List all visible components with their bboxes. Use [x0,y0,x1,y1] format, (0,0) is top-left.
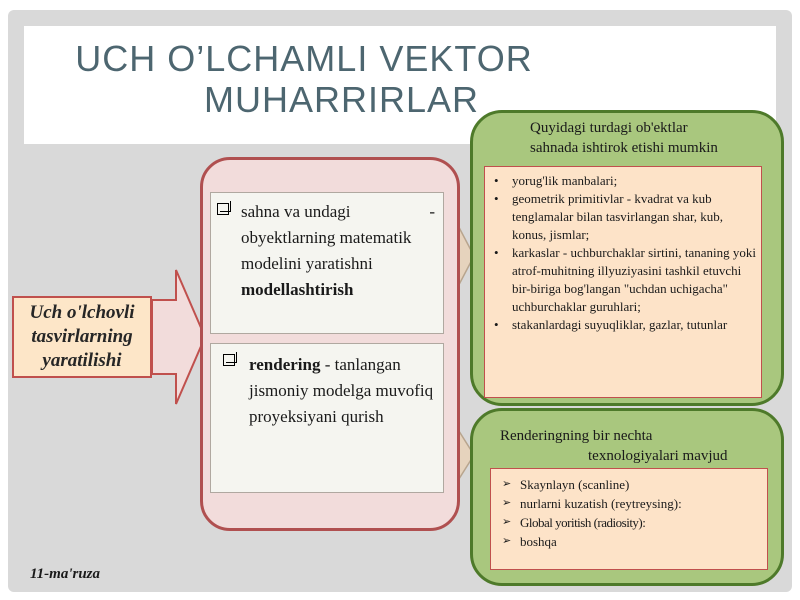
list-item [496,475,764,494]
list-item [490,172,760,190]
modelling-card [210,192,444,334]
list-item-text: Skaynlayn (scanline) [520,477,630,492]
modelling-text [241,199,421,303]
rendering-tech-title-line-1: Renderingning bir nechta [500,428,653,444]
arrow-bullet-icon: ➢ [502,478,512,490]
list-item [490,190,760,244]
objects-panel-title [530,118,718,158]
checkbox-bullet-icon [223,354,235,366]
rendering-card [210,343,444,493]
main-arrow [152,270,205,404]
list-item-text: karkaslar - uchburchaklar sirtini, tananing yoki atrof-muhitning illyuziyasini tashkil etuvchi bir-biriga bog'langan "uchdan uchigacha" uchburchaklar guruhlari; [512,245,757,314]
bullet-dot-icon: • [494,317,499,332]
bullet-dot-icon: • [494,173,499,188]
rendering-tech-title-line-2: texnologiyalari mavjud [588,448,728,464]
modelling-text-start: sahna va undagi obyektlarning matematik modelini yaratishni [241,202,412,273]
arrow-bullet-icon: ➢ [502,535,512,547]
list-item [496,532,764,551]
dash-mark: - [429,202,435,221]
list-item [496,494,764,513]
bullet-dot-icon: • [494,245,499,260]
arrow-bullet-icon: ➢ [502,497,512,509]
list-item [490,316,760,334]
rendering-text-rest: - tanlangan jismoniy modelga muvofiq proyeksiyani qurish [249,355,434,426]
list-item [496,513,764,532]
left-concept-text: Uch o'lchovli tasvirlarning yaratilishi [29,302,135,371]
list-item-text: stakanlardagi suyuqliklar, gazlar, tutunlar [512,317,728,332]
left-concept-box [12,296,152,378]
slide-title-line-2: MUHARRIRLAR [204,79,480,120]
rendering-text-bold: rendering [249,355,321,374]
list-item [490,244,760,316]
checkbox-bullet-icon [217,203,229,215]
list-item-text: Global yoritish (radiosity): [520,515,646,530]
slide-title-line-1: UCH O’LCHAMLI VEKTOR [75,38,533,79]
lecture-number: 11-ma'ruza [30,566,101,582]
arrow-bullet-icon: ➢ [502,516,512,528]
bullet-dot-icon: • [494,191,499,206]
list-item-text: yorug'lik manbalari; [512,173,618,188]
objects-list [490,172,760,334]
objects-title-line-1: Quyidagi turdagi ob'ektlar [530,120,688,136]
rendering-text [249,352,437,430]
list-item-text: nurlarni kuzatish (reytreysing): [520,496,682,511]
rendering-tech-title [500,426,728,466]
list-item-text: boshqa [520,534,557,549]
list-item-text: geometrik primitivlar - kvadrat va kub tenglamalar bilan tasvirlangan shar, kub, konus, jismlar; [512,191,724,242]
rendering-tech-list [496,475,764,551]
objects-title-line-2: sahnada ishtirok etishi mumkin [530,140,718,156]
modelling-text-bold: modellashtirish [241,280,354,299]
